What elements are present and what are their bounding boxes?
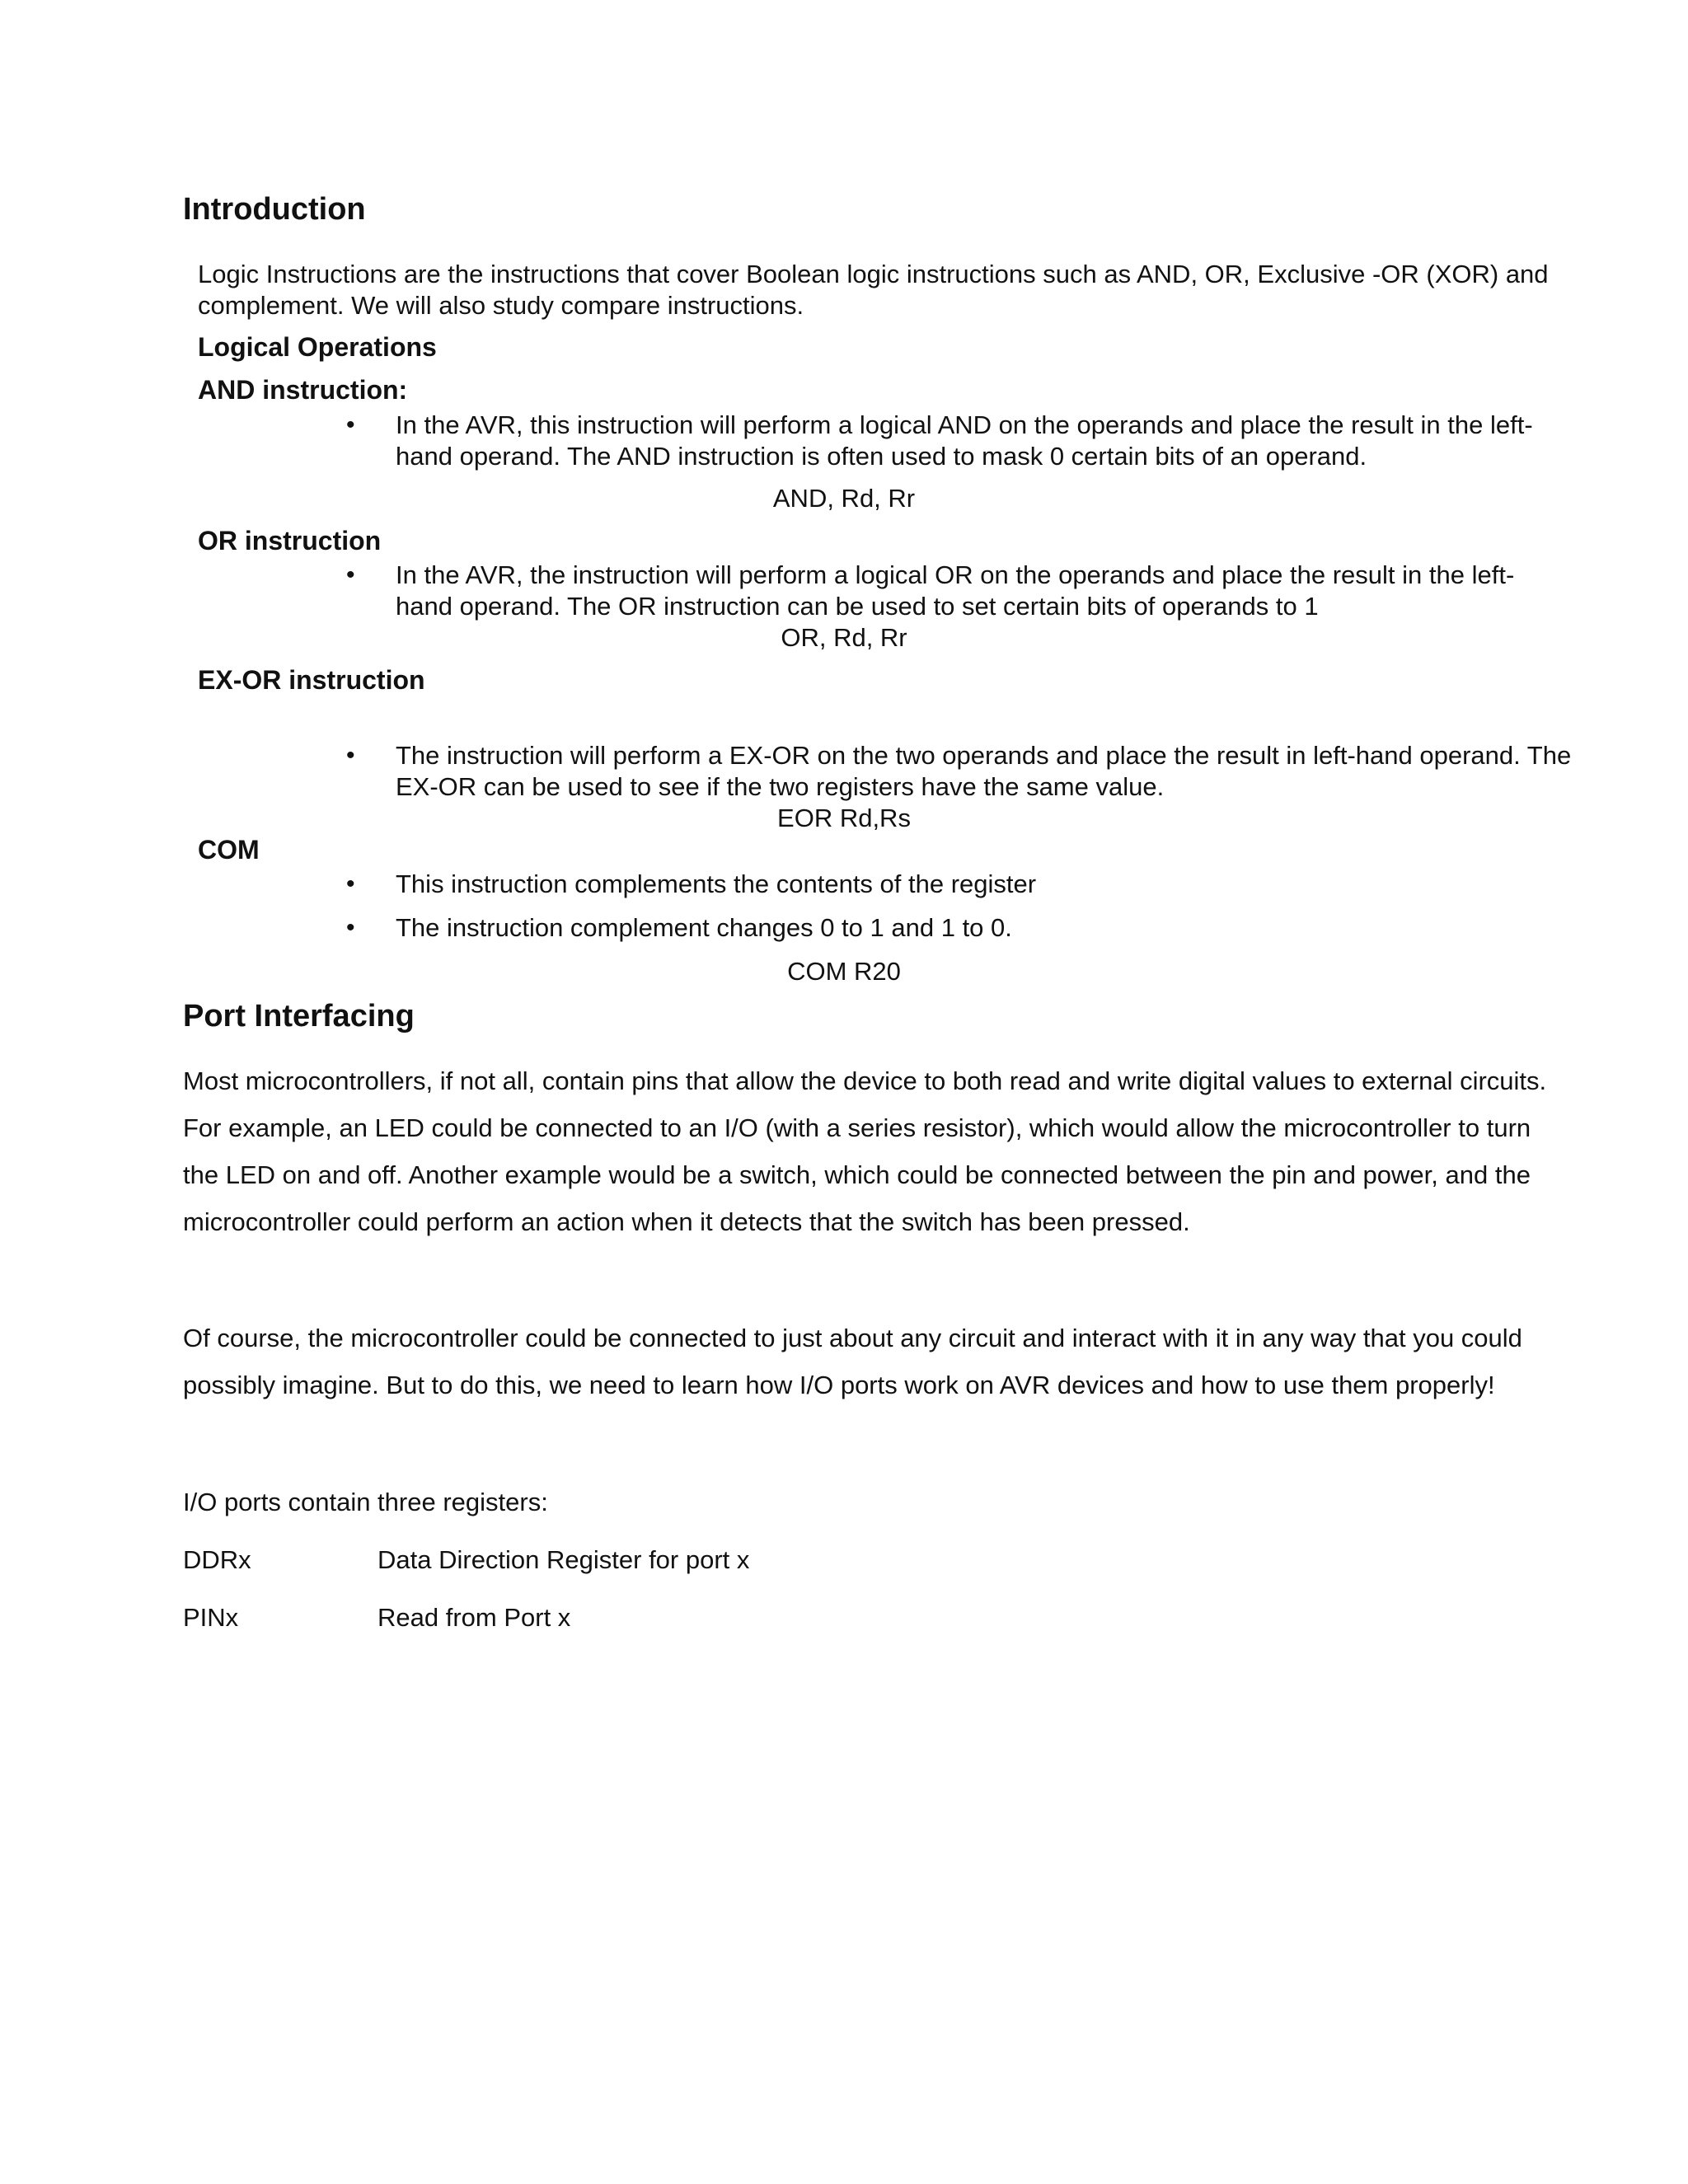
and-bullet: • [346, 411, 355, 438]
com-bullet-1-marker: • [346, 870, 355, 898]
com-syntax: COM R20 [787, 957, 901, 986]
com-bullet-1: This instruction complements the contents of the register [396, 869, 1037, 898]
register-name-ddrx: DDRx [183, 1545, 251, 1574]
and-syntax: AND, Rd, Rr [772, 484, 916, 513]
or-instruction-heading: OR instruction [198, 526, 382, 555]
and-description-line-2: hand operand. The AND instruction is often used to mask 0 certain bits of an operand. [396, 442, 1367, 471]
and-description-line-1: In the AVR, this instruction will perform a logical AND on the operands and place the result in the left- [396, 410, 1533, 439]
port-paragraph-2-line-2: possibly imagine. But to do this, we need to learn how I/O ports work on AVR devices and how to use them properly! [183, 1371, 1495, 1399]
exor-bullet: • [346, 742, 355, 769]
logical-operations-heading: Logical Operations [198, 332, 437, 362]
port-paragraph-1-line-1: Most microcontrollers, if not all, contain pins that allow the device to both read and write digital values to external circuits. [183, 1066, 1547, 1095]
or-syntax: OR, Rd, Rr [781, 623, 907, 652]
register-description-pinx: Read from Port x [377, 1603, 571, 1632]
port-paragraph-1-line-4: microcontroller could perform an action when it detects that the switch has been pressed. [183, 1207, 1190, 1236]
or-bullet: • [346, 561, 355, 588]
port-paragraph-2-line-1: Of course, the microcontroller could be connected to just about any circuit and interact with it in any way that you could [183, 1324, 1522, 1352]
exor-description-line-2: EX-OR can be used to see if the two registers have the same value. [396, 772, 1165, 801]
or-description-line-2: hand operand. The OR instruction can be used to set certain bits of operands to 1 [396, 592, 1319, 621]
register-name-pinx: PINx [183, 1603, 239, 1632]
port-paragraph-1-line-3: the LED on and off. Another example would be a switch, which could be connected between the pin and power, and the [183, 1160, 1531, 1189]
port-paragraph-1-line-2: For example, an LED could be connected to an I/O (with a series resistor), which would allow the microcontroller to turn [183, 1113, 1531, 1142]
and-instruction-heading: AND instruction: [198, 375, 408, 405]
com-bullet-2: The instruction complement changes 0 to 1 and 1 to 0. [396, 913, 1012, 942]
intro-paragraph-line-2: complement. We will also study compare instructions. [198, 291, 804, 320]
exor-instruction-heading: EX-OR instruction [198, 665, 425, 695]
port-interfacing-heading: Port Interfacing [183, 999, 415, 1033]
com-bullet-2-marker: • [346, 914, 355, 941]
or-description-line-1: In the AVR, the instruction will perform a logical OR on the operands and place the result in the left- [396, 560, 1515, 589]
registers-intro: I/O ports contain three registers: [183, 1488, 548, 1516]
com-heading: COM [198, 835, 260, 865]
exor-description-line-1: The instruction will perform a EX-OR on the two operands and place the result in left-hand operand. The [396, 741, 1572, 770]
intro-paragraph-line-1: Logic Instructions are the instructions that cover Boolean logic instructions such as AND, OR, Exclusive -OR (XOR) and [198, 260, 1549, 288]
intro-heading: Introduction [183, 192, 366, 227]
exor-syntax: EOR Rd,Rs [777, 804, 911, 832]
register-description-ddrx: Data Direction Register for port x [377, 1545, 750, 1574]
